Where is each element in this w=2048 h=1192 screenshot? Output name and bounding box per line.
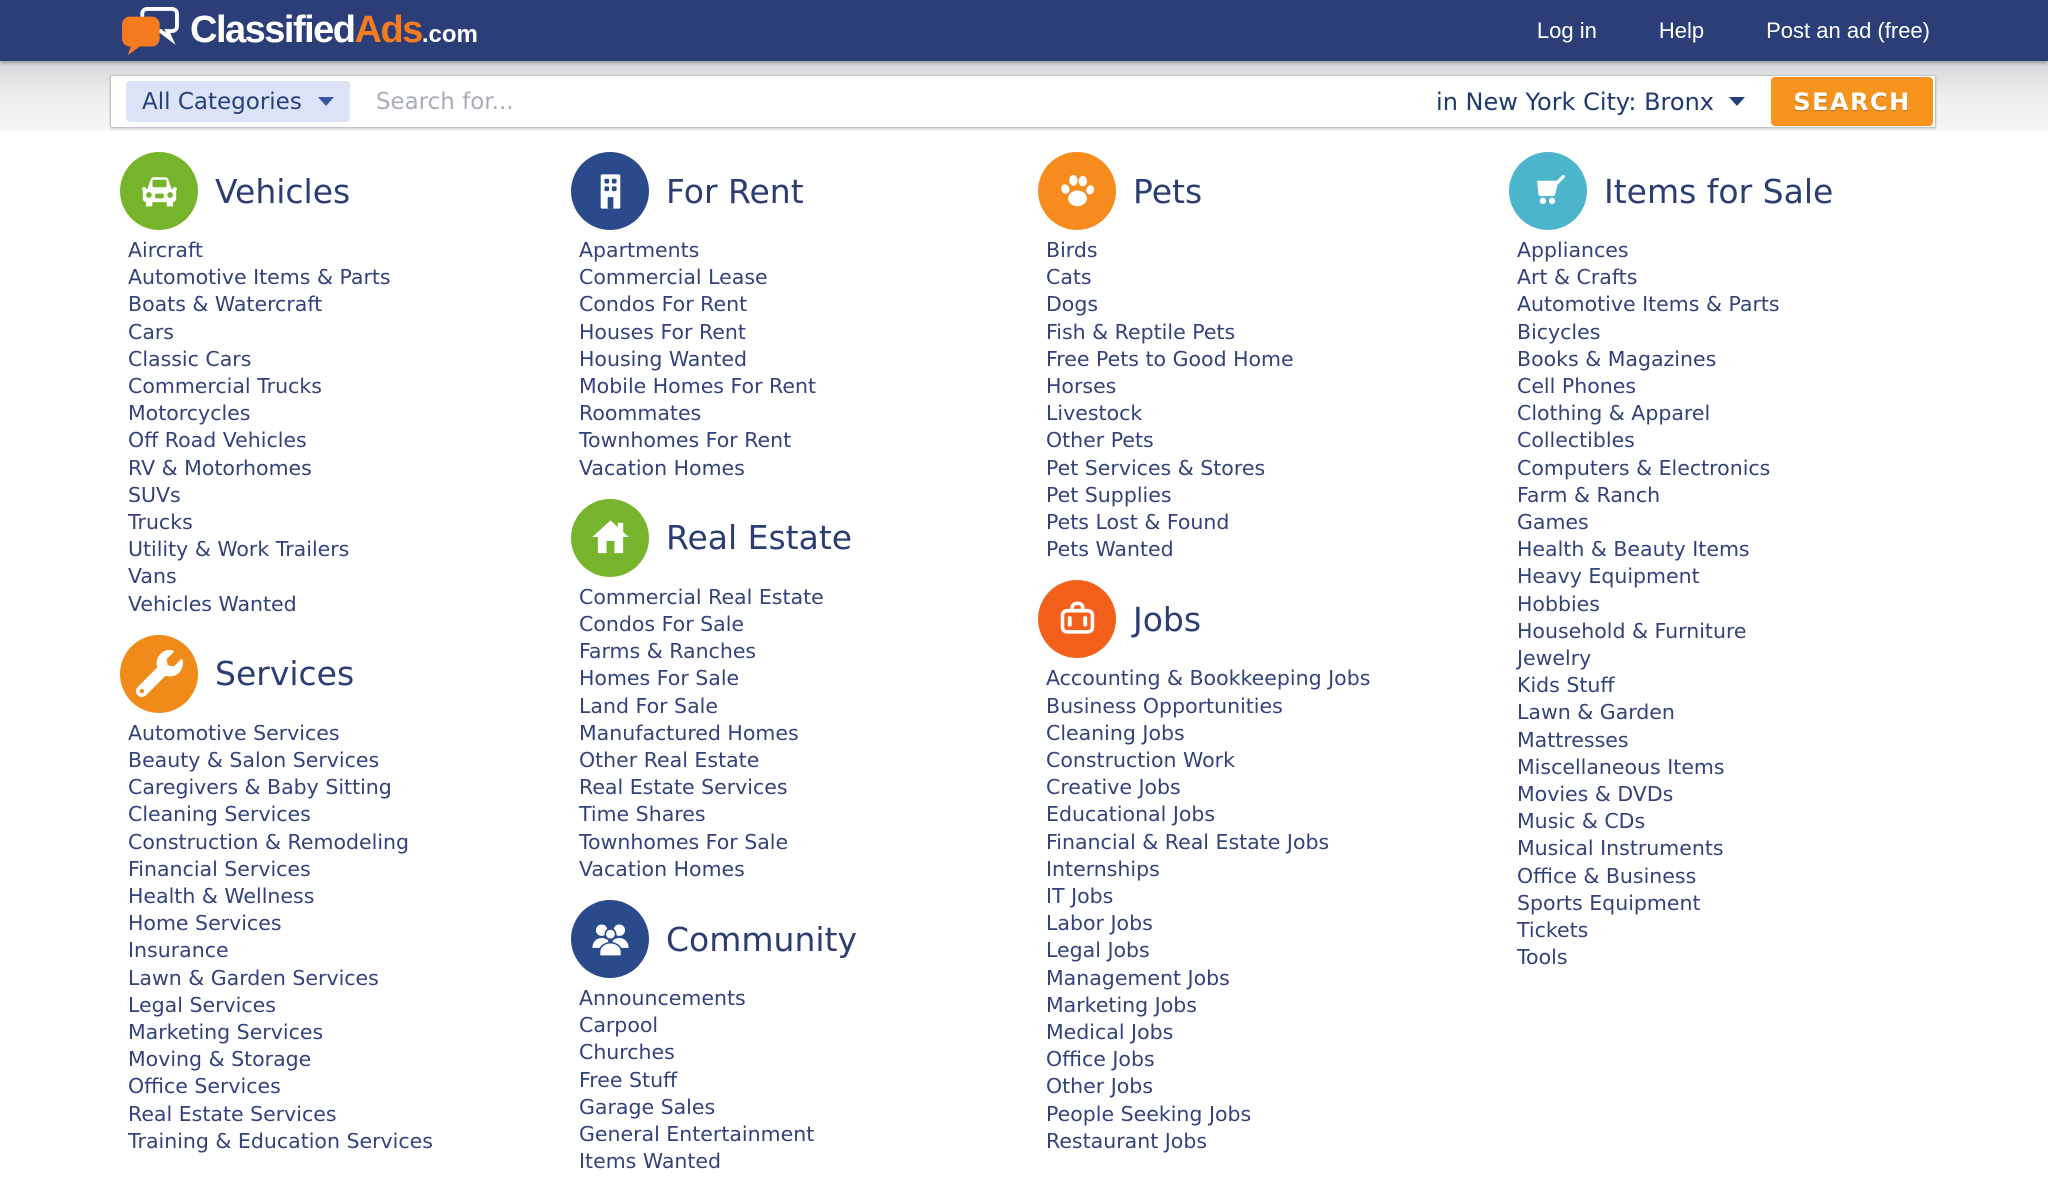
- subcategory-link[interactable]: People Seeking Jobs: [1046, 1101, 1252, 1126]
- list-item: [1046, 1128, 1506, 1155]
- subcategory-link[interactable]: Collectibles: [1517, 428, 1635, 453]
- list-item: [1046, 482, 1506, 509]
- subcategory-link[interactable]: Other Jobs: [1046, 1074, 1154, 1099]
- list-item: [128, 264, 568, 291]
- category-section-pets: [1038, 152, 1506, 563]
- subcategory-link[interactable]: Financial & Real Estate Jobs: [1046, 829, 1330, 854]
- subcategory-list: [120, 720, 568, 1155]
- category-section-items-for-sale: [1509, 152, 2048, 971]
- car-icon: [120, 152, 198, 230]
- list-item: [579, 455, 1035, 482]
- list-item: [1046, 400, 1506, 427]
- category-section-for-rent: [571, 152, 1035, 482]
- subcategory-list: [1038, 237, 1506, 563]
- list-item: [128, 373, 568, 400]
- subcategory-link[interactable]: Training & Education Services: [128, 1128, 433, 1153]
- list-item: [1517, 591, 2048, 618]
- subcategory-link[interactable]: Music & CDs: [1517, 809, 1646, 834]
- list-item: [579, 985, 1035, 1012]
- subcategory-link[interactable]: Time Shares: [579, 802, 706, 827]
- list-item: [128, 801, 568, 828]
- list-item: [128, 720, 568, 747]
- section-header: [120, 152, 568, 230]
- subcategory-link[interactable]: Automotive Items & Parts: [128, 265, 391, 290]
- subcategory-link[interactable]: Legal Jobs: [1046, 938, 1150, 963]
- subcategory-link[interactable]: Bicycles: [1517, 319, 1601, 344]
- list-item: [579, 829, 1035, 856]
- list-item: [1517, 645, 2048, 672]
- building-icon: [571, 152, 649, 230]
- category-title-community[interactable]: Community: [666, 919, 857, 959]
- subcategory-link[interactable]: Pet Supplies: [1046, 482, 1172, 507]
- subcategory-list: [571, 237, 1035, 482]
- subcategory-list: [571, 584, 1035, 883]
- list-item: [128, 1101, 568, 1128]
- subcategory-link[interactable]: Off Road Vehicles: [128, 428, 307, 453]
- subcategory-link[interactable]: Financial Services: [128, 856, 311, 881]
- subcategory-link[interactable]: Land For Sale: [579, 693, 718, 718]
- list-item: [1046, 536, 1506, 563]
- subcategory-link[interactable]: Medical Jobs: [1046, 1020, 1174, 1045]
- subcategory-list: [1509, 237, 2048, 971]
- logo-classified: Classified: [190, 9, 355, 51]
- category-section-real-estate: [571, 499, 1035, 883]
- subcategory-link[interactable]: Office Jobs: [1046, 1047, 1155, 1072]
- subcategory-link[interactable]: Vacation Homes: [579, 455, 745, 480]
- subcategory-link[interactable]: Hobbies: [1517, 591, 1600, 616]
- list-item: [1046, 346, 1506, 373]
- location-dropdown-value: in New York City: Bronx: [1436, 87, 1714, 116]
- list-item: [1046, 937, 1506, 964]
- subcategory-link[interactable]: Livestock: [1046, 401, 1143, 426]
- list-item: [128, 346, 568, 373]
- list-item: [579, 400, 1035, 427]
- cart-icon: [1509, 152, 1587, 230]
- list-item: [1517, 373, 2048, 400]
- subcategory-link[interactable]: Roommates: [579, 401, 702, 426]
- list-item: [579, 346, 1035, 373]
- subcategory-link[interactable]: Carpool: [579, 1013, 659, 1038]
- list-item: [1046, 237, 1506, 264]
- subcategory-link[interactable]: Apartments: [579, 238, 700, 262]
- list-item: [1517, 781, 2048, 808]
- subcategory-link[interactable]: Garage Sales: [579, 1094, 716, 1119]
- subcategory-link[interactable]: Real Estate Services: [128, 1101, 337, 1126]
- list-item: [1046, 829, 1506, 856]
- section-header: [571, 900, 1035, 978]
- subcategory-link[interactable]: Restaurant Jobs: [1046, 1128, 1208, 1153]
- subcategory-list: [571, 985, 1035, 1175]
- subcategory-link[interactable]: Condos For Rent: [579, 292, 748, 317]
- list-item: [1046, 1073, 1506, 1100]
- subcategory-link[interactable]: Health & Wellness: [128, 884, 315, 909]
- section-header: [120, 635, 568, 713]
- list-item: [128, 482, 568, 509]
- subcategory-link[interactable]: Boats & Watercraft: [128, 292, 323, 317]
- subcategory-link[interactable]: Fish & Reptile Pets: [1046, 319, 1236, 344]
- chevron-down-icon: [1729, 97, 1745, 106]
- subcategory-link[interactable]: Construction Work: [1046, 748, 1235, 773]
- subcategory-link[interactable]: General Entertainment: [579, 1122, 815, 1147]
- subcategory-link[interactable]: Miscellaneous Items: [1517, 754, 1725, 779]
- subcategory-link[interactable]: Marketing Services: [128, 1020, 324, 1045]
- subcategory-link[interactable]: Movies & DVDs: [1517, 782, 1674, 807]
- list-item: [1046, 455, 1506, 482]
- paw-icon: [1038, 152, 1116, 230]
- list-item: [1517, 482, 2048, 509]
- list-item: [128, 400, 568, 427]
- subcategory-link[interactable]: Motorcycles: [128, 401, 251, 426]
- subcategory-link[interactable]: Beauty & Salon Services: [128, 748, 380, 773]
- list-item: [1517, 890, 2048, 917]
- category-title-items-for-sale[interactable]: Items for Sale: [1604, 171, 1834, 211]
- list-item: [1046, 965, 1506, 992]
- subcategory-link[interactable]: Jewelry: [1517, 646, 1592, 671]
- list-item: [1046, 910, 1506, 937]
- subcategory-link[interactable]: Labor Jobs: [1046, 911, 1153, 936]
- list-item: [128, 910, 568, 937]
- subcategory-link[interactable]: IT Jobs: [1046, 884, 1114, 909]
- logo-dotcom: .com: [421, 21, 478, 48]
- category-dropdown-value: All Categories: [142, 88, 302, 115]
- list-item: [579, 1039, 1035, 1066]
- login-link[interactable]: Log in: [1536, 17, 1597, 43]
- subcategory-link[interactable]: Automotive Services: [128, 720, 340, 745]
- category-title-for-rent[interactable]: For Rent: [666, 171, 804, 211]
- list-item: [579, 747, 1035, 774]
- category-column: [1038, 152, 1506, 1172]
- subcategory-link[interactable]: Office Services: [128, 1074, 281, 1099]
- subcategory-list: [120, 237, 568, 618]
- subcategory-link[interactable]: Musical Instruments: [1517, 836, 1724, 861]
- list-item: [1517, 536, 2048, 563]
- list-item: [1046, 856, 1506, 883]
- subcategory-link[interactable]: Housing Wanted: [579, 346, 748, 371]
- subcategory-link[interactable]: Legal Services: [128, 992, 276, 1017]
- category-section-jobs: [1038, 580, 1506, 1155]
- chevron-down-icon: [318, 97, 334, 106]
- list-item: [579, 237, 1035, 264]
- briefcase-icon: [1038, 580, 1116, 658]
- header-nav: [1537, 18, 1930, 44]
- subcategory-link[interactable]: Birds: [1046, 238, 1098, 262]
- subcategory-link[interactable]: Condos For Sale: [579, 612, 745, 637]
- subcategory-link[interactable]: Commercial Real Estate: [579, 584, 824, 609]
- subcategory-link[interactable]: Cars: [128, 319, 174, 344]
- subcategory-link[interactable]: Internships: [1046, 856, 1160, 881]
- people-icon: [571, 900, 649, 978]
- subcategory-link[interactable]: Free Stuff: [579, 1067, 678, 1092]
- list-item: [128, 965, 568, 992]
- list-item: [128, 856, 568, 883]
- subcategory-link[interactable]: RV & Motorhomes: [128, 455, 312, 480]
- list-item: [1046, 992, 1506, 1019]
- list-item: [128, 319, 568, 346]
- wrench-icon: [120, 635, 198, 713]
- list-item: [1517, 944, 2048, 971]
- subcategory-link[interactable]: Books & Magazines: [1517, 346, 1717, 371]
- subcategory-link[interactable]: Farms & Ranches: [579, 639, 757, 664]
- subcategory-link[interactable]: Manufactured Homes: [579, 720, 799, 745]
- subcategory-link[interactable]: Pets Wanted: [1046, 537, 1174, 562]
- subcategory-link[interactable]: Vacation Homes: [579, 856, 745, 881]
- list-item: [1046, 801, 1506, 828]
- list-item: [579, 1121, 1035, 1148]
- house-icon: [571, 499, 649, 577]
- post-ad-link[interactable]: Post an ad (free): [1766, 17, 1930, 43]
- subcategory-link[interactable]: Office & Business: [1517, 863, 1697, 888]
- logo-ads: Ads: [354, 9, 422, 51]
- subcategory-link[interactable]: Horses: [1046, 374, 1117, 399]
- list-item: [128, 455, 568, 482]
- subcategory-link[interactable]: Home Services: [128, 911, 282, 936]
- list-item: [1517, 455, 2048, 482]
- list-item: [1046, 509, 1506, 536]
- section-header: [1038, 580, 1506, 658]
- list-item: [579, 373, 1035, 400]
- subcategory-link[interactable]: Pet Services & Stores: [1046, 455, 1266, 480]
- list-item: [128, 774, 568, 801]
- subcategory-link[interactable]: Caregivers & Baby Sitting: [128, 775, 392, 800]
- location-dropdown[interactable]: [1436, 88, 1745, 116]
- list-item: [128, 563, 568, 590]
- list-item: [128, 883, 568, 910]
- search-input[interactable]: [350, 76, 1436, 127]
- list-item: [579, 856, 1035, 883]
- category-title-pets[interactable]: Pets: [1133, 171, 1203, 211]
- list-item: [579, 638, 1035, 665]
- category-title-jobs[interactable]: Jobs: [1133, 599, 1202, 639]
- subcategory-link[interactable]: Appliances: [1517, 238, 1629, 262]
- help-link[interactable]: Help: [1658, 17, 1705, 43]
- subcategory-link[interactable]: Clothing & Apparel: [1517, 401, 1711, 426]
- list-item: [579, 427, 1035, 454]
- subcategory-link[interactable]: Vans: [128, 564, 177, 589]
- subcategory-link[interactable]: Townhomes For Rent: [579, 428, 792, 453]
- list-item: [1517, 291, 2048, 318]
- subcategory-link[interactable]: Construction & Remodeling: [128, 829, 410, 854]
- list-item: [1517, 319, 2048, 346]
- list-item: [1046, 319, 1506, 346]
- subcategory-link[interactable]: Games: [1517, 510, 1589, 535]
- list-item: [1046, 720, 1506, 747]
- speech-bubble-icon: [118, 4, 182, 58]
- subcategory-link[interactable]: Tools: [1517, 945, 1568, 970]
- subcategory-link[interactable]: Sports Equipment: [1517, 890, 1701, 915]
- subcategory-link[interactable]: Lawn & Garden: [1517, 700, 1675, 725]
- list-item: [579, 264, 1035, 291]
- subcategory-link[interactable]: Business Opportunities: [1046, 693, 1283, 718]
- list-item: [128, 291, 568, 318]
- subcategory-link[interactable]: Other Pets: [1046, 428, 1154, 453]
- section-header: [571, 152, 1035, 230]
- list-item: [128, 1019, 568, 1046]
- list-item: [1517, 754, 2048, 781]
- subcategory-link[interactable]: Marketing Jobs: [1046, 992, 1197, 1017]
- subcategory-link[interactable]: Free Pets to Good Home: [1046, 346, 1294, 371]
- list-item: [128, 1046, 568, 1073]
- category-title-real-estate[interactable]: Real Estate: [666, 518, 853, 558]
- category-section-services: [120, 635, 568, 1155]
- list-item: [579, 774, 1035, 801]
- list-item: [1046, 427, 1506, 454]
- category-section-community: [571, 900, 1035, 1175]
- list-item: [1046, 1101, 1506, 1128]
- subcategory-link[interactable]: Kids Stuff: [1517, 673, 1615, 698]
- subcategory-link[interactable]: Dogs: [1046, 292, 1099, 317]
- list-item: [1046, 264, 1506, 291]
- subcategory-link[interactable]: Accounting & Bookkeeping Jobs: [1046, 666, 1371, 691]
- list-item: [579, 720, 1035, 747]
- subcategory-link[interactable]: Lawn & Garden Services: [128, 965, 379, 990]
- list-item: [1046, 774, 1506, 801]
- list-item: [1517, 346, 2048, 373]
- subcategory-link[interactable]: Churches: [579, 1040, 675, 1065]
- subcategory-link[interactable]: Announcements: [579, 986, 746, 1011]
- subcategory-link[interactable]: SUVs: [128, 482, 181, 507]
- list-item: [1517, 563, 2048, 590]
- subcategory-link[interactable]: Commercial Lease: [579, 265, 768, 290]
- header: [0, 0, 2048, 61]
- subcategory-link[interactable]: Homes For Sale: [579, 666, 740, 691]
- list-item: [1517, 672, 2048, 699]
- subcategory-link[interactable]: Management Jobs: [1046, 965, 1230, 990]
- list-item: [1517, 509, 2048, 536]
- subcategory-link[interactable]: Creative Jobs: [1046, 775, 1181, 800]
- list-item: [128, 992, 568, 1019]
- subcategory-list: [1038, 665, 1506, 1155]
- list-item: [128, 829, 568, 856]
- list-item: [1046, 1046, 1506, 1073]
- subcategory-link[interactable]: Houses For Rent: [579, 319, 746, 344]
- category-column: [1509, 152, 2048, 988]
- list-item: [1517, 237, 2048, 264]
- subcategory-link[interactable]: Utility & Work Trailers: [128, 537, 350, 562]
- list-item: [128, 591, 568, 618]
- subcategory-link[interactable]: Insurance: [128, 938, 229, 963]
- list-item: [1517, 264, 2048, 291]
- subcategory-link[interactable]: Educational Jobs: [1046, 802, 1216, 827]
- category-section-vehicles: [120, 152, 568, 618]
- list-item: [579, 584, 1035, 611]
- search-button[interactable]: SEARCH: [1771, 77, 1933, 126]
- category-grid: [0, 152, 2048, 1174]
- list-item: [579, 1148, 1035, 1175]
- subcategory-link[interactable]: Cats: [1046, 265, 1092, 290]
- section-header: [571, 499, 1035, 577]
- section-header: [1038, 152, 1506, 230]
- subcategory-link[interactable]: Items Wanted: [579, 1149, 722, 1174]
- list-item: [128, 937, 568, 964]
- list-item: [1517, 427, 2048, 454]
- subcategory-link[interactable]: Vehicles Wanted: [128, 591, 297, 616]
- logo-text: [190, 9, 478, 52]
- list-item: [1517, 727, 2048, 754]
- list-item: [579, 1094, 1035, 1121]
- section-header: [1509, 152, 2048, 230]
- list-item: [1517, 699, 2048, 726]
- list-item: [579, 291, 1035, 318]
- search-bar: [110, 75, 1936, 128]
- list-item: [1046, 665, 1506, 692]
- list-item: [1517, 917, 2048, 944]
- list-item: [1517, 863, 2048, 890]
- list-item: [1517, 808, 2048, 835]
- subcategory-link[interactable]: Mattresses: [1517, 727, 1629, 752]
- subcategory-link[interactable]: Computers & Electronics: [1517, 455, 1771, 480]
- subcategory-link[interactable]: Mobile Homes For Rent: [579, 374, 817, 399]
- subcategory-link[interactable]: Cleaning Jobs: [1046, 720, 1185, 745]
- list-item: [579, 665, 1035, 692]
- list-item: [128, 237, 568, 264]
- list-item: [1046, 1019, 1506, 1046]
- list-item: [128, 1128, 568, 1155]
- subcategory-link[interactable]: Cell Phones: [1517, 374, 1637, 399]
- category-title-vehicles[interactable]: Vehicles: [215, 171, 351, 211]
- subcategory-link[interactable]: Tickets: [1517, 918, 1589, 943]
- list-item: [1046, 291, 1506, 318]
- category-column: [120, 152, 568, 1172]
- subcategory-link[interactable]: Moving & Storage: [128, 1047, 312, 1072]
- category-title-services[interactable]: Services: [215, 654, 355, 694]
- list-item: [579, 319, 1035, 346]
- subcategory-link[interactable]: Automotive Items & Parts: [1517, 292, 1780, 317]
- list-item: [128, 509, 568, 536]
- list-item: [579, 801, 1035, 828]
- list-item: [1517, 835, 2048, 862]
- subcategory-link[interactable]: Other Real Estate: [579, 748, 760, 773]
- list-item: [579, 611, 1035, 638]
- list-item: [128, 536, 568, 563]
- subcategory-link[interactable]: Trucks: [128, 510, 193, 535]
- list-item: [1046, 693, 1506, 720]
- subcategory-link[interactable]: Aircraft: [128, 238, 203, 262]
- subcategory-link[interactable]: Pets Lost & Found: [1046, 510, 1230, 535]
- site-logo[interactable]: [118, 4, 478, 58]
- subcategory-link[interactable]: Health & Beauty Items: [1517, 537, 1750, 562]
- list-item: [1046, 373, 1506, 400]
- list-item: [1517, 618, 2048, 645]
- list-item: [128, 427, 568, 454]
- subcategory-link[interactable]: Classic Cars: [128, 346, 252, 371]
- list-item: [1046, 883, 1506, 910]
- list-item: [579, 693, 1035, 720]
- list-item: [128, 747, 568, 774]
- subcategory-link[interactable]: Real Estate Services: [579, 775, 788, 800]
- subcategory-link[interactable]: Commercial Trucks: [128, 374, 322, 399]
- list-item: [1046, 747, 1506, 774]
- list-item: [128, 1073, 568, 1100]
- category-dropdown[interactable]: [126, 81, 350, 122]
- subcategory-link[interactable]: Art & Crafts: [1517, 265, 1638, 290]
- category-column: [571, 152, 1035, 1192]
- list-item: [579, 1067, 1035, 1094]
- list-item: [579, 1012, 1035, 1039]
- subcategory-link[interactable]: Townhomes For Sale: [579, 829, 789, 854]
- subcategory-link[interactable]: Cleaning Services: [128, 802, 311, 827]
- subcategory-link[interactable]: Heavy Equipment: [1517, 564, 1700, 589]
- subcategory-link[interactable]: Farm & Ranch: [1517, 482, 1661, 507]
- list-item: [1517, 400, 2048, 427]
- subcategory-link[interactable]: Household & Furniture: [1517, 618, 1747, 643]
